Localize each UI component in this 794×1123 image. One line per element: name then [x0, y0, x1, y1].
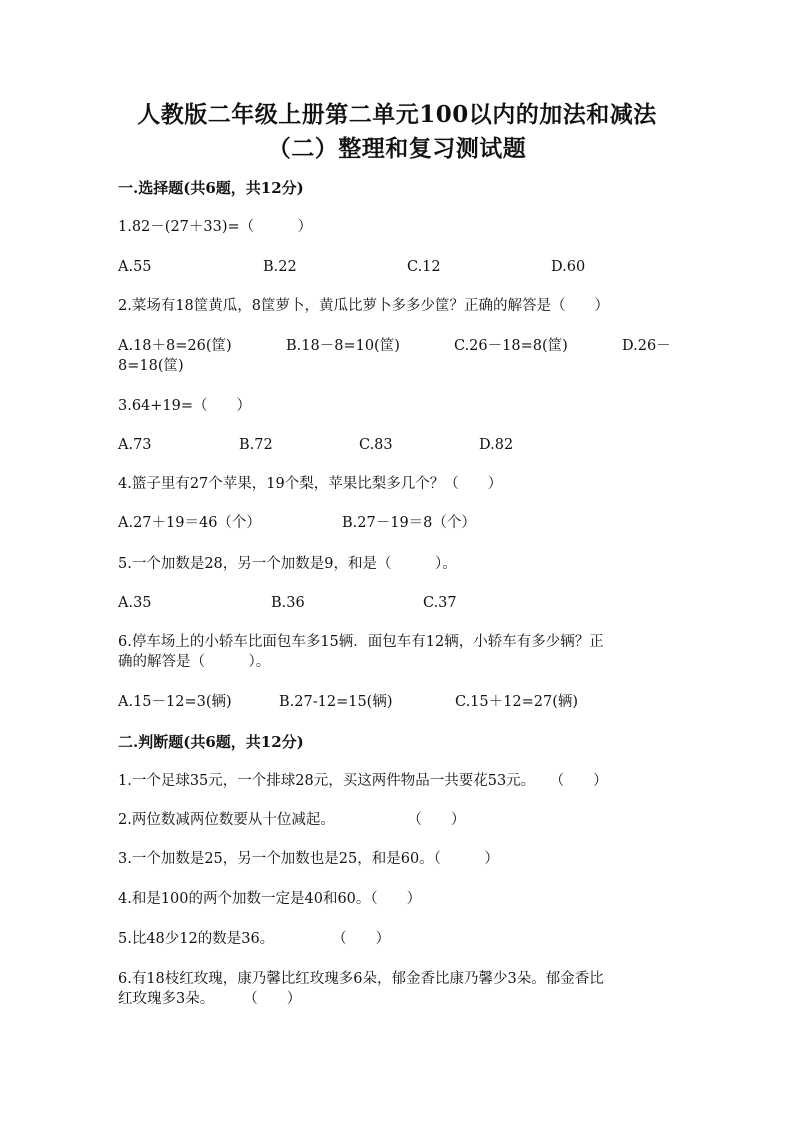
question-stem: 1.82－(27＋33)=（ ） [118, 219, 313, 235]
option-a: A.18＋8=26(筐) [118, 338, 232, 354]
page-title-line-2: （二）整理和复习测试题 [267, 135, 527, 162]
option-b: B.27－19＝8（个） [342, 515, 476, 531]
question-stem: 6.停车场上的小轿车比面包车多15辆．面包车有12辆，小轿车有多少辆？正 [118, 634, 604, 650]
option-a: A.27＋19＝46（个） [118, 515, 261, 531]
page-title-line-1: 人教版二年级上册第二单元100以内的加法和减法 [137, 101, 657, 128]
option-b: B.22 [263, 259, 297, 275]
option-d-continued: 8=18(筐) [118, 358, 184, 374]
option-a: A.35 [118, 595, 152, 611]
option-c: C.26－18=8(筐) [454, 338, 568, 354]
option-c: C.12 [407, 259, 441, 275]
section-heading-judgement: 二.判断题(共6题，共12分) [118, 733, 304, 751]
option-c: C.15＋12=27(辆) [455, 694, 579, 710]
question-stem: 4.篮子里有27个苹果，19个梨，苹果比梨多几个？（ ） [118, 476, 503, 492]
judgement-item: 2.两位数减两位数要从十位减起。 （ ） [118, 812, 466, 828]
judgement-item: 6.有18枝红玫瑰，康乃馨比红玫瑰多6朵，郁金香比康乃馨少3朵。郁金香比 [118, 971, 604, 987]
section-heading-choice: 一.选择题(共6题，共12分) [118, 179, 304, 197]
question-stem-continued: 确的解答是（ ）。 [118, 654, 271, 670]
option-d: D.60 [551, 259, 586, 275]
option-c: C.83 [359, 437, 393, 453]
option-b: B.72 [239, 437, 273, 453]
judgement-item: 1.一个足球35元，一个排球28元，买这两件物品一共要花53元。 （ ） [118, 773, 608, 789]
question-stem: 5.一个加数是28，另一个加数是9，和是（ ）。 [118, 556, 457, 572]
option-b: B.18－8=10(筐) [286, 338, 400, 354]
judgement-item: 4.和是100的两个加数一定是40和60。（ ） [118, 891, 422, 907]
judgement-item-continued: 红玫瑰多3朵。 （ ） [118, 991, 302, 1007]
option-a: A.55 [118, 259, 152, 275]
question-stem: 3.64+19=（ ） [118, 398, 252, 414]
option-d: D.26－ [622, 338, 671, 354]
option-d: D.82 [479, 437, 514, 453]
judgement-item: 5.比48少12的数是36。 （ ） [118, 931, 391, 947]
option-b: B.27-12=15(辆) [279, 694, 393, 710]
option-a: A.73 [118, 437, 152, 453]
option-c: C.37 [423, 595, 457, 611]
option-b: B.36 [271, 595, 305, 611]
option-a: A.15－12=3(辆) [118, 694, 232, 710]
question-stem: 2.菜场有18筐黄瓜，8筐萝卜，黄瓜比萝卜多多少筐？正确的解答是（ ） [118, 298, 610, 314]
judgement-item: 3.一个加数是25，另一个加数也是25，和是60。（ ） [118, 851, 499, 867]
